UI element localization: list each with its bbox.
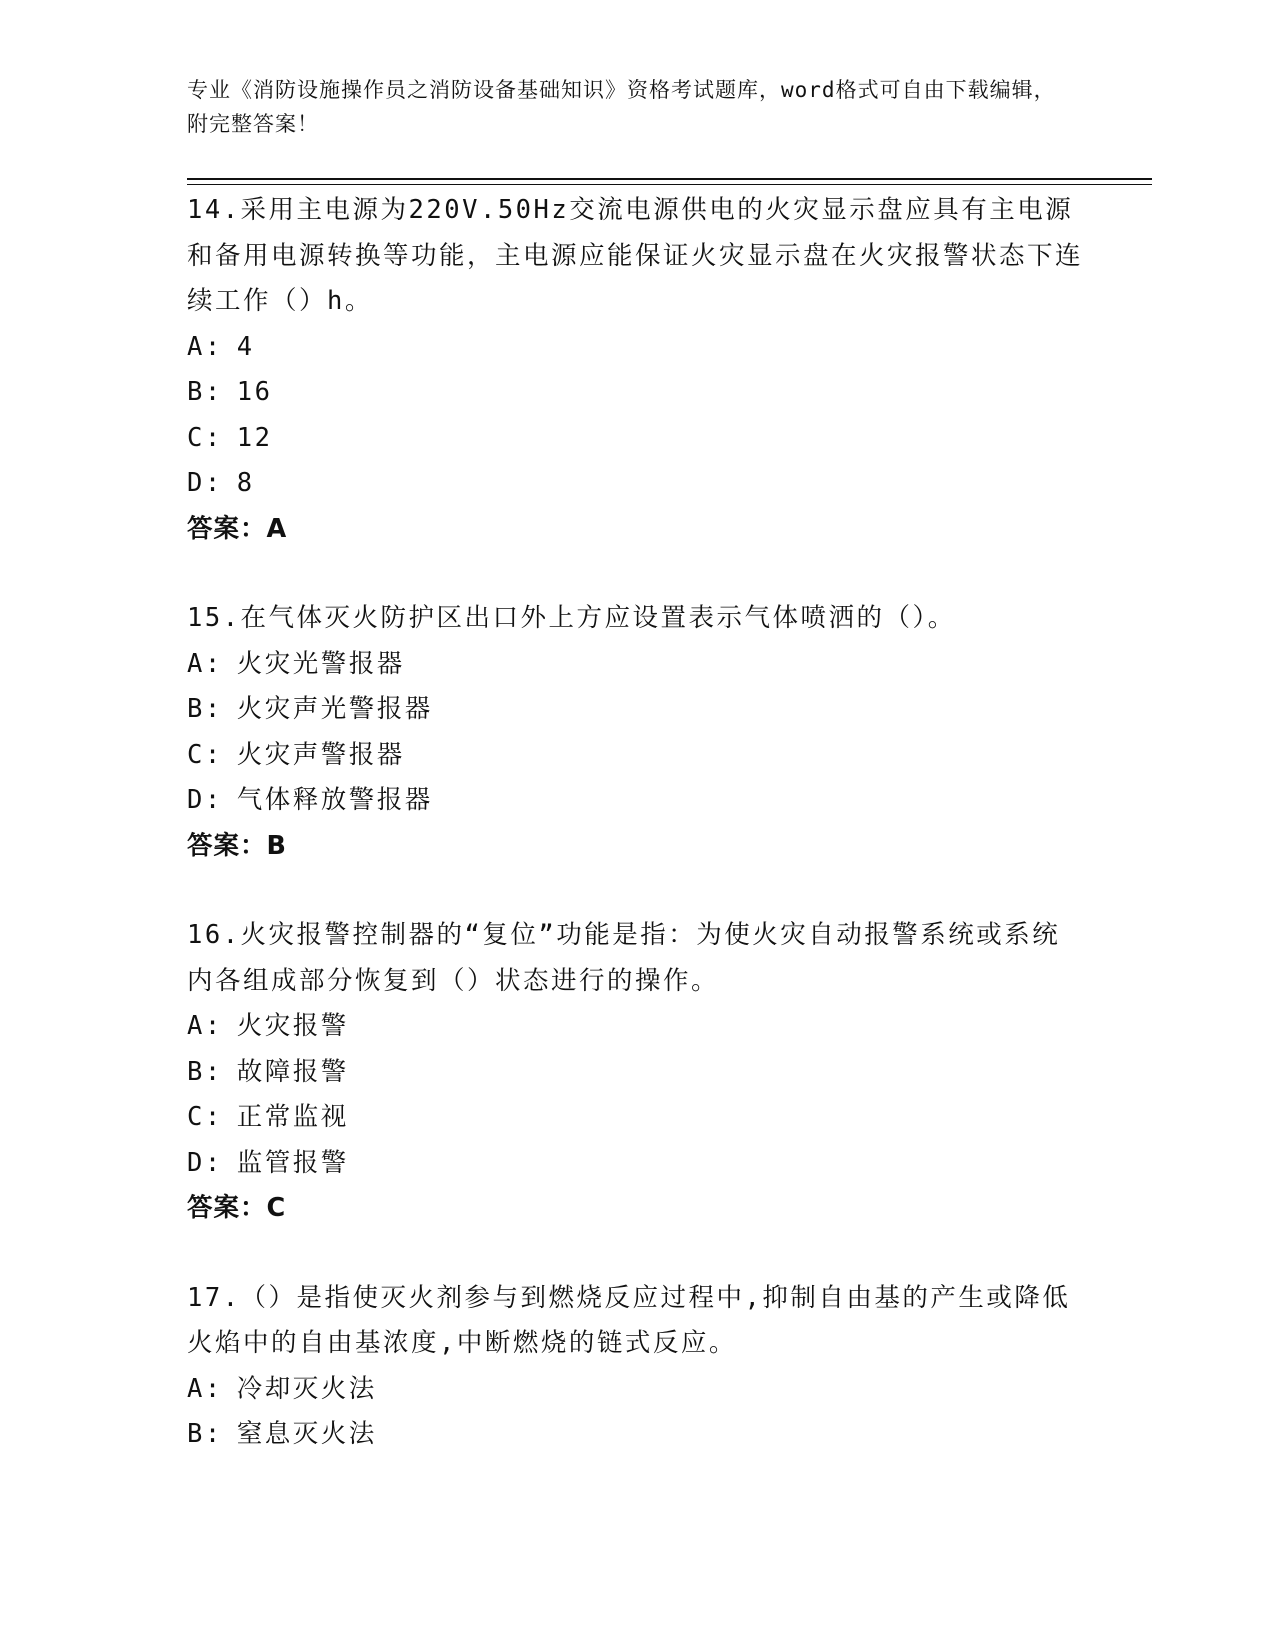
answer-label: 答案：B	[187, 830, 287, 861]
option-a: A: 火灾光警报器	[187, 648, 405, 679]
question-14	[187, 188, 1087, 552]
option-text: 气体释放警报器	[236, 785, 433, 815]
question-15	[187, 596, 1087, 869]
answer-label: 答案：A	[187, 513, 288, 544]
option-b: B: 16	[187, 377, 273, 407]
option-a: A: 火灾报警	[187, 1011, 349, 1041]
option-text: 监管报警	[236, 1147, 349, 1178]
option-key: C	[187, 739, 205, 770]
option-key: D	[187, 785, 205, 815]
option-key: C	[187, 422, 205, 453]
option-text: 火灾声光警报器	[236, 694, 433, 724]
option-b: B: 火灾声光警报器	[187, 694, 433, 724]
option-key: B	[187, 377, 205, 407]
option-c: C: 火灾声警报器	[187, 739, 405, 770]
option-b: B: 窒息灭火法	[187, 1419, 377, 1449]
question-16	[187, 913, 1087, 1232]
option-text: 16	[236, 377, 273, 407]
option-c: C: 正常监视	[187, 1102, 349, 1132]
option-text: 故障报警	[236, 1056, 349, 1087]
question-list	[187, 188, 1087, 1502]
option-text: 火灾报警	[236, 1011, 349, 1041]
option-d: D: 监管报警	[187, 1147, 349, 1178]
question-stem: 16.火灾报警控制器的“复位”功能是指：为使火灾自动报警系统或系统内各组成部分恢复到（）状态进行的操作。	[187, 920, 1061, 996]
question-stem: 15.在气体灭火防护区出口外上方应设置表示气体喷洒的（）。	[187, 603, 956, 633]
option-text: 8	[236, 468, 255, 498]
document-header	[187, 73, 1067, 141]
option-text: 正常监视	[236, 1102, 349, 1132]
option-d: D: 气体释放警报器	[187, 785, 433, 815]
header-divider-thick	[187, 178, 1152, 180]
option-text: 4	[236, 331, 255, 362]
option-key: A	[187, 1011, 205, 1041]
option-a: A: 4	[187, 331, 255, 362]
option-a: A: 冷却灭火法	[187, 1373, 377, 1404]
option-key: D	[187, 468, 205, 498]
option-key: A	[187, 331, 205, 362]
option-text: 冷却灭火法	[236, 1373, 377, 1404]
question-stem: 14.采用主电源为220V.50Hz交流电源供电的火灾显示盘应具有主电源和备用电源转换等功能，主电源应能保证火灾显示盘在火灾报警状态下连续工作（）h。	[187, 195, 1084, 316]
option-key: D	[187, 1147, 205, 1178]
option-b: B: 故障报警	[187, 1056, 349, 1087]
answer-label: 答案：C	[187, 1193, 287, 1223]
option-text: 火灾声警报器	[236, 739, 405, 770]
header-divider-thin	[187, 184, 1152, 185]
question-stem: 17.（）是指使灭火剂参与到燃烧反应过程中,抑制自由基的产生或降低火焰中的自由基浓度,中断燃烧的链式反应。	[187, 1282, 1071, 1358]
option-key: B	[187, 1419, 205, 1449]
option-key: B	[187, 694, 205, 724]
question-17	[187, 1276, 1087, 1458]
option-key: B	[187, 1056, 205, 1087]
header-intro-text: 专业《消防设施操作员之消防设备基础知识》资格考试题库，word格式可自由下载编辑，附完整答案！	[187, 78, 1056, 136]
option-text: 窒息灭火法	[236, 1419, 377, 1449]
option-key: A	[187, 1373, 205, 1404]
option-key: C	[187, 1102, 205, 1132]
option-d: D: 8	[187, 468, 255, 498]
option-text: 火灾光警报器	[236, 648, 405, 679]
option-c: C: 12	[187, 422, 273, 453]
option-text: 12	[236, 422, 273, 453]
option-key: A	[187, 648, 205, 679]
